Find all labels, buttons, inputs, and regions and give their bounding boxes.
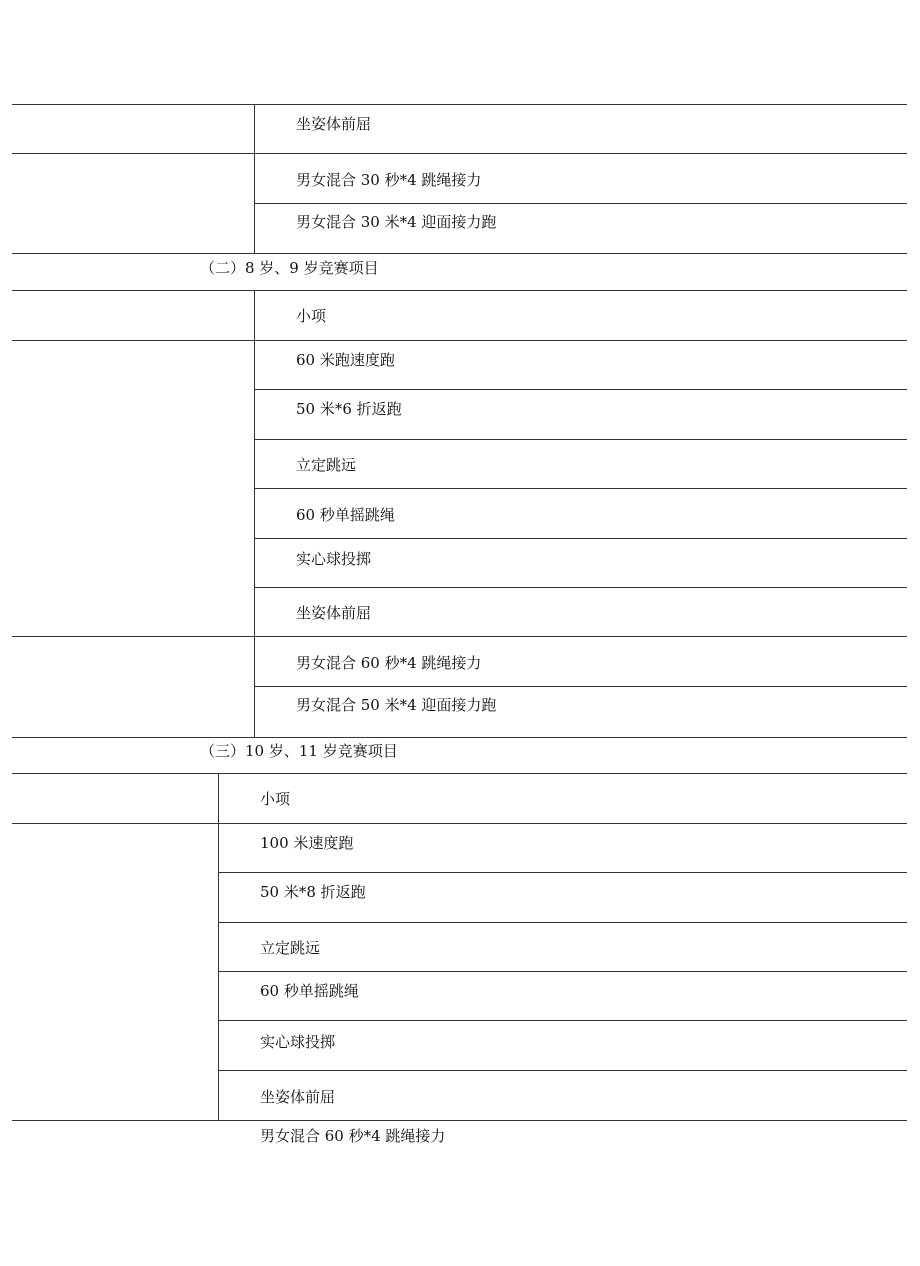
- event-item: 立定跳远: [260, 939, 321, 957]
- table-rule: [218, 971, 907, 972]
- table-rule: [12, 1120, 907, 1121]
- table-rule: [12, 823, 907, 824]
- event-item: 男女混合 30 米*4 迎面接力跑: [296, 213, 497, 231]
- event-item: 男女混合 50 米*4 迎面接力跑: [296, 696, 497, 714]
- table-header-label: 小项: [260, 790, 291, 808]
- event-item: 60 秒单摇跳绳: [296, 506, 395, 524]
- event-item: 坐姿体前屈: [296, 115, 372, 133]
- table-header-label: 小项: [296, 307, 327, 325]
- table-rule: [254, 587, 907, 588]
- event-item: 男女混合 30 秒*4 跳绳接力: [296, 171, 482, 189]
- event-item: 50 米*8 折返跑: [260, 883, 366, 901]
- table-rule: [254, 488, 907, 489]
- table-rule: [12, 290, 907, 291]
- table-rule: [12, 253, 907, 254]
- event-item: 实心球投掷: [296, 550, 372, 568]
- event-item: 坐姿体前屈: [296, 604, 372, 622]
- table-rule: [218, 922, 907, 923]
- event-item: 100 米速度跑: [260, 834, 354, 852]
- section-heading: （三）10 岁、11 岁竞赛项目: [200, 742, 398, 760]
- event-item: 男女混合 60 秒*4 跳绳接力: [260, 1127, 446, 1145]
- event-item: 立定跳远: [296, 456, 357, 474]
- event-item: 50 米*6 折返跑: [296, 400, 402, 418]
- table-rule: [12, 153, 907, 154]
- section-heading: （二）8 岁、9 岁竞赛项目: [200, 259, 379, 277]
- table-rule: [254, 389, 907, 390]
- table-rule: [12, 340, 907, 341]
- table-rule: [218, 1070, 907, 1071]
- event-item: 实心球投掷: [260, 1033, 336, 1051]
- event-item: 60 米跑速度跑: [296, 351, 395, 369]
- event-item: 60 秒单摇跳绳: [260, 982, 359, 1000]
- table-rule: [12, 737, 907, 738]
- table-rule: [254, 538, 907, 539]
- table-rule: [254, 686, 907, 687]
- table-rule: [254, 439, 907, 440]
- table-rule: [218, 872, 907, 873]
- table-rule: [254, 203, 907, 204]
- table-rule: [12, 636, 907, 637]
- column-divider: [254, 290, 255, 737]
- column-divider: [254, 104, 255, 253]
- column-divider: [218, 773, 219, 1120]
- event-item: 坐姿体前屈: [260, 1088, 336, 1106]
- table-rule: [218, 1020, 907, 1021]
- event-item: 男女混合 60 秒*4 跳绳接力: [296, 654, 482, 672]
- table-rule: [12, 104, 907, 105]
- table-rule: [12, 773, 907, 774]
